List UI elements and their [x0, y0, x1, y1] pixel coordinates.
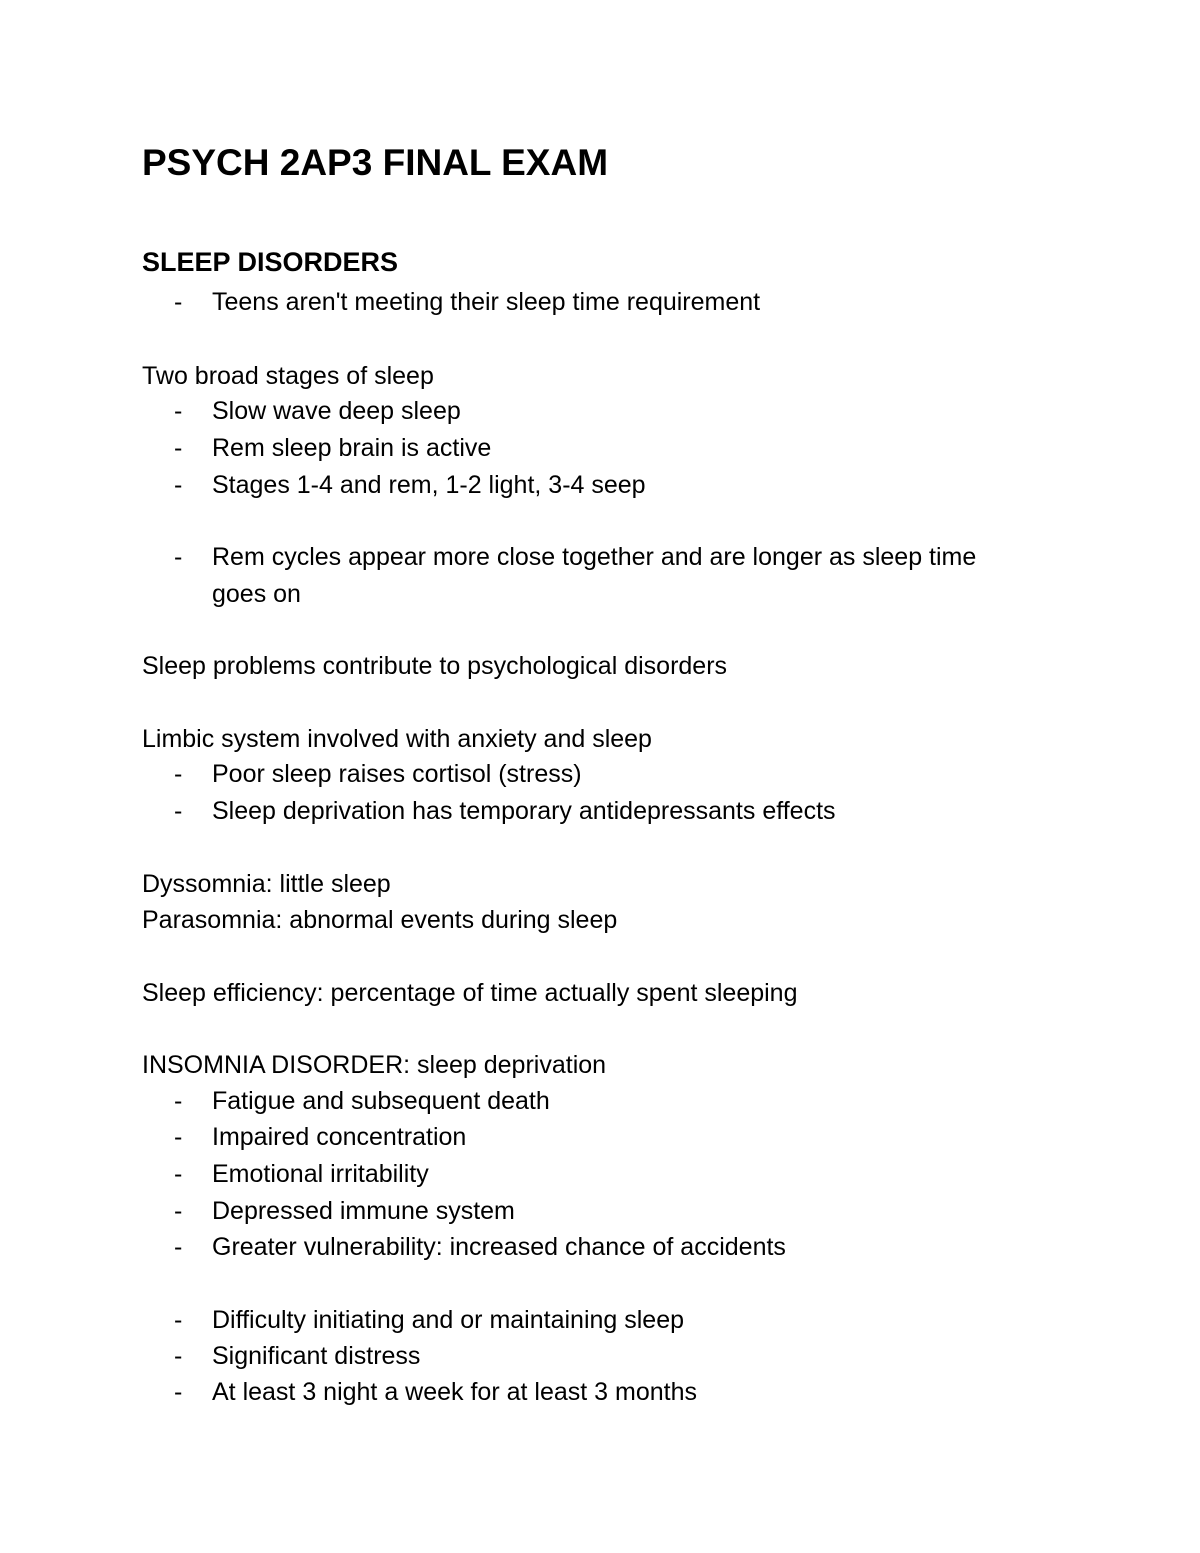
- paragraph: INSOMNIA DISORDER: sleep deprivation: [142, 1051, 607, 1079]
- list-item-text: Depressed immune system: [212, 1197, 515, 1225]
- list-item: [174, 542, 976, 572]
- list-item: [174, 1341, 420, 1371]
- bullet-dash: -: [174, 1123, 183, 1151]
- list-item-text: Teens aren't meeting their sleep time requirement: [212, 288, 761, 316]
- list-item: [174, 1196, 515, 1226]
- list-item: [174, 287, 760, 317]
- list-item: [174, 433, 491, 463]
- bullet-dash: -: [174, 1306, 183, 1334]
- list-item-text: Difficulty initiating and or maintaining sleep: [212, 1306, 685, 1334]
- bullet-dash: -: [174, 1087, 183, 1115]
- bullet-dash: -: [174, 1342, 183, 1370]
- bullet-dash: -: [174, 288, 183, 316]
- list-item: [174, 1232, 786, 1262]
- list-item-continuation: goes on: [212, 580, 301, 608]
- list-item-text: Fatigue and subsequent death: [212, 1087, 550, 1115]
- section-heading: SLEEP DISORDERS: [142, 247, 399, 277]
- list-item: [174, 1377, 697, 1407]
- bullet-dash: -: [174, 1233, 183, 1261]
- list-item: [174, 396, 461, 426]
- bullet-dash: -: [174, 1160, 183, 1188]
- bullet-dash: -: [174, 471, 183, 499]
- bullet-dash: -: [174, 797, 183, 825]
- list-item-text: Greater vulnerability: increased chance of accidents: [212, 1233, 786, 1261]
- list-item: [174, 1122, 466, 1152]
- paragraph: Limbic system involved with anxiety and sleep: [142, 725, 652, 753]
- bullet-dash: -: [174, 1197, 183, 1225]
- bullet-dash: -: [174, 760, 183, 788]
- list-item-text: Impaired concentration: [212, 1123, 467, 1151]
- bullet-dash: -: [174, 1378, 183, 1406]
- list-item: [174, 1086, 550, 1116]
- list-item-text: Significant distress: [212, 1342, 421, 1370]
- page-title: PSYCH 2AP3 FINAL EXAM: [142, 142, 609, 183]
- paragraph: Two broad stages of sleep: [142, 362, 434, 390]
- list-item-text: Rem cycles appear more close together and are longer as sleep time: [212, 543, 977, 571]
- list-item-text: Emotional irritability: [212, 1160, 429, 1188]
- list-item: [174, 1305, 684, 1335]
- list-item-text: At least 3 night a week for at least 3 months: [212, 1378, 697, 1406]
- list-item-text: Slow wave deep sleep: [212, 397, 461, 425]
- bullet-dash: -: [174, 434, 183, 462]
- paragraph: Sleep efficiency: percentage of time actually spent sleeping: [142, 979, 798, 1007]
- list-item-text: Sleep deprivation has temporary antidepressants effects: [212, 797, 836, 825]
- paragraph: Dyssomnia: little sleep: [142, 870, 391, 898]
- list-item: [174, 470, 646, 500]
- paragraph: Parasomnia: abnormal events during sleep: [142, 906, 618, 934]
- bullet-dash: -: [174, 543, 183, 571]
- list-item: [174, 796, 836, 826]
- list-item-text: Rem sleep brain is active: [212, 434, 492, 462]
- list-item-text: Stages 1-4 and rem, 1-2 light, 3-4 seep: [212, 471, 646, 499]
- list-item-text: Poor sleep raises cortisol (stress): [212, 760, 582, 788]
- paragraph: Sleep problems contribute to psychological disorders: [142, 652, 728, 680]
- list-item: [174, 1159, 429, 1189]
- bullet-dash: -: [174, 397, 183, 425]
- list-item: [174, 759, 582, 789]
